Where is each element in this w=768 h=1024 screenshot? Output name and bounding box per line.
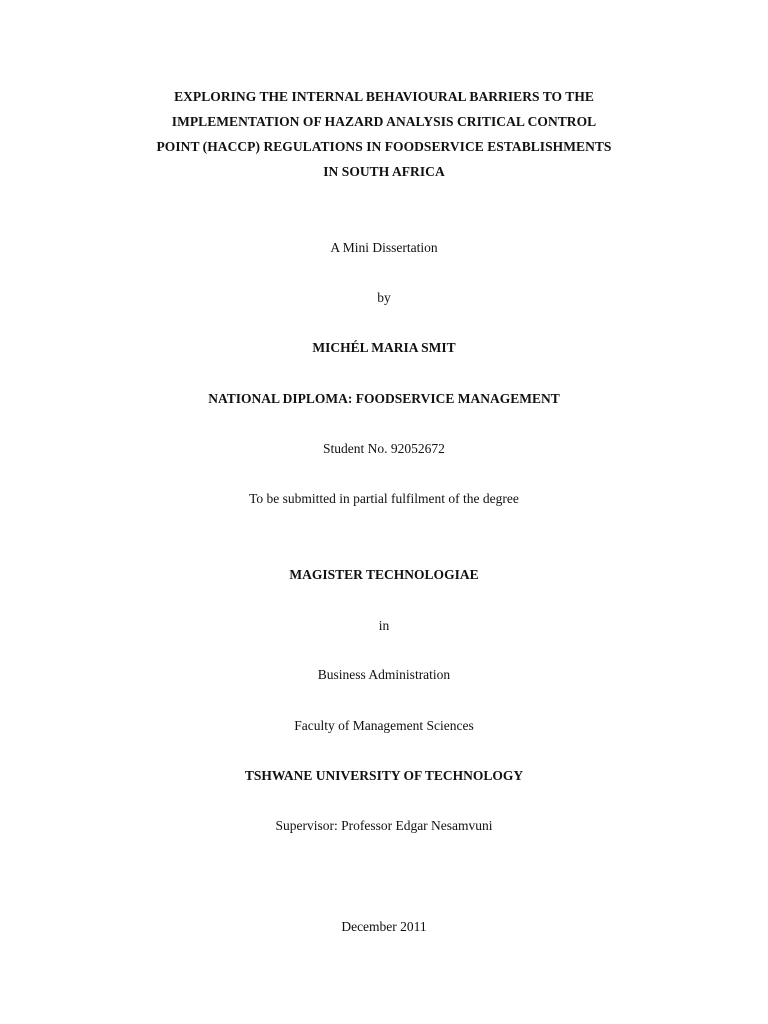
title-line-3: POINT (HACCP) REGULATIONS IN FOODSERVICE ESTABLISHMENTS [156, 139, 612, 154]
field-of-study: Business Administration [317, 667, 451, 682]
document-type: A Mini Dissertation [330, 240, 438, 255]
title-line-2: IMPLEMENTATION OF HAZARD ANALYSIS CRITICAL CONTROL [171, 114, 597, 129]
submission-date: December 2011 [341, 919, 427, 934]
title-line-1: EXPLORING THE INTERNAL BEHAVIOURAL BARRIERS TO THE [174, 89, 594, 104]
prior-qualification: NATIONAL DIPLOMA: FOODSERVICE MANAGEMENT [208, 391, 560, 406]
in-label: in [378, 618, 390, 633]
degree-name: MAGISTER TECHNOLOGIAE [289, 567, 479, 582]
student-number: Student No. 92052672 [323, 441, 445, 456]
faculty-name: Faculty of Management Sciences [294, 718, 474, 733]
title-line-4: IN SOUTH AFRICA [323, 164, 445, 179]
author-name: MICHÉL MARIA SMIT [312, 340, 456, 355]
supervisor-line: Supervisor: Professor Edgar Nesamvuni [275, 818, 493, 833]
university-name: TSHWANE UNIVERSITY OF TECHNOLOGY [244, 768, 524, 783]
submission-statement: To be submitted in partial fulfilment of the degree [249, 491, 519, 506]
by-label: by [377, 290, 391, 305]
